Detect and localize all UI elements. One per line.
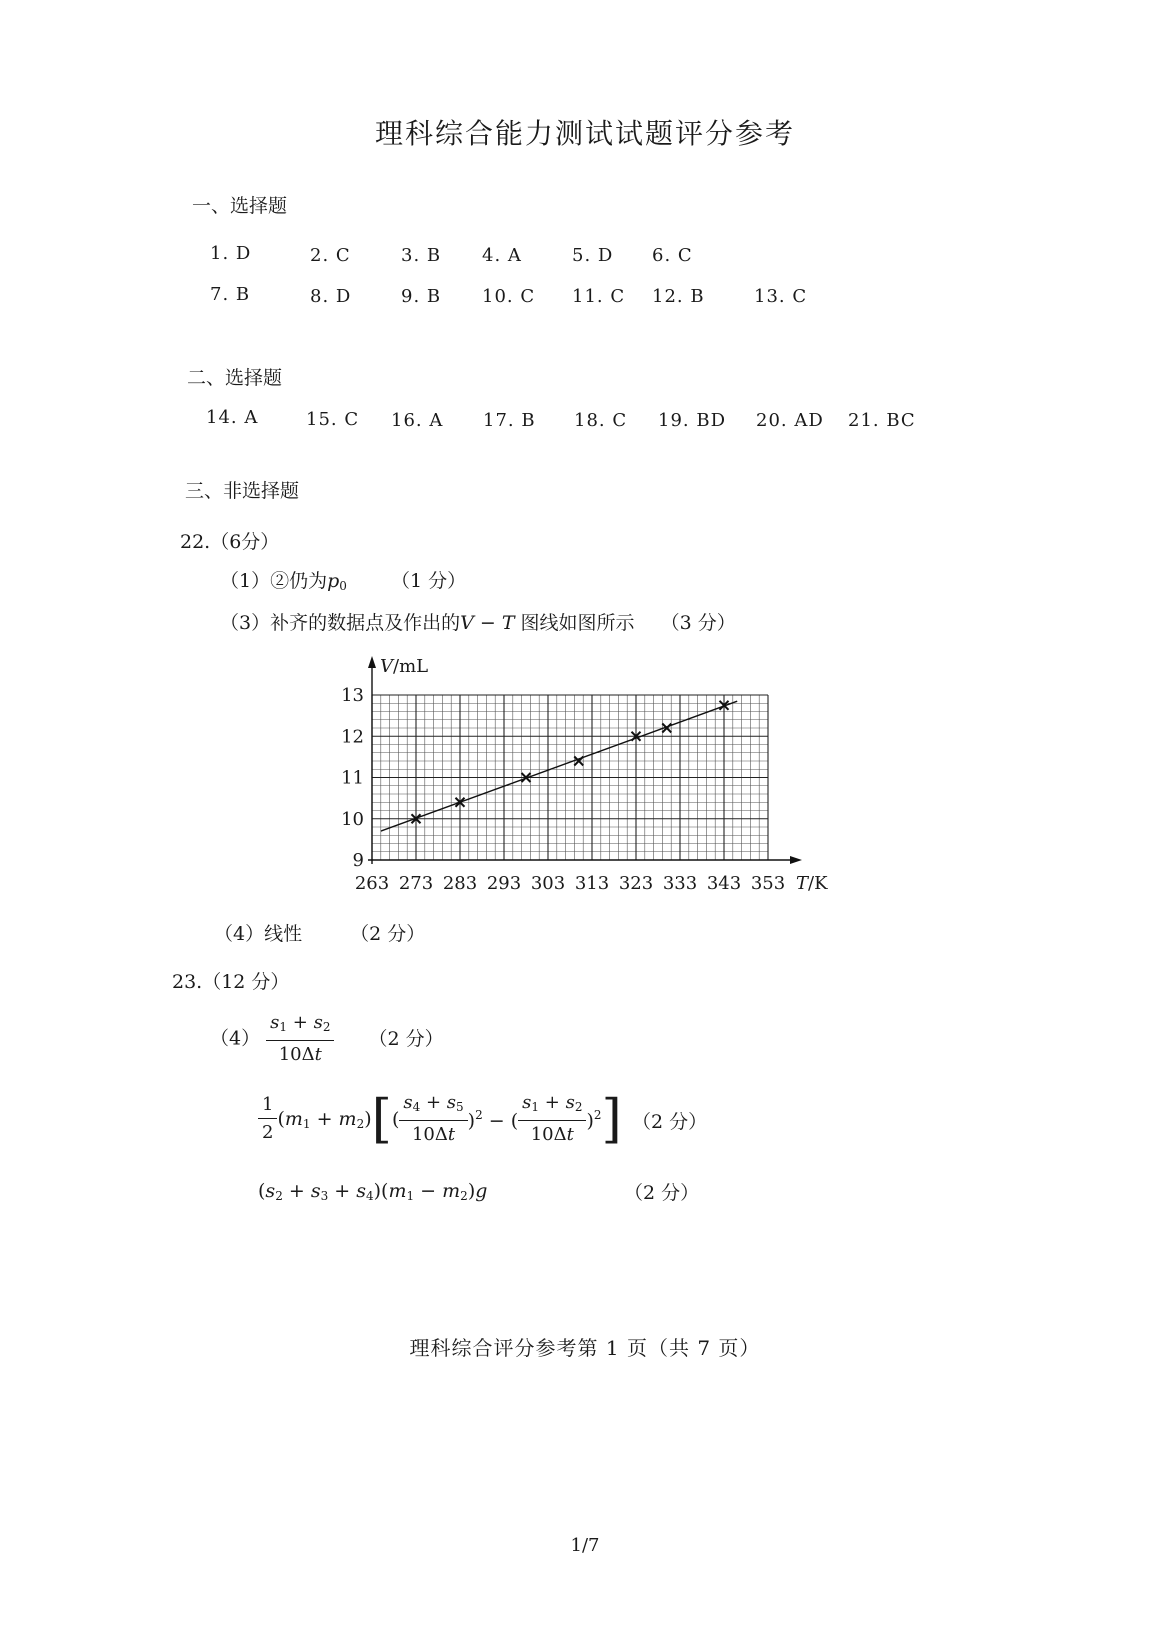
fit-line	[381, 701, 737, 831]
x-tick-label: 263	[354, 873, 390, 894]
x-tick-label: 273	[398, 873, 434, 894]
answer-item: 7. B	[210, 284, 251, 305]
q22-part3-text2: 图线如图所示	[514, 612, 635, 634]
y-tick-label: 11	[341, 767, 364, 789]
section3-heading: 三、非选择题	[185, 480, 300, 502]
x-tick-label: 353	[750, 873, 786, 894]
answer-item: 9. B	[401, 286, 442, 307]
q23-formula-1	[210, 1010, 444, 1069]
q23-score-2: （2 分）	[632, 1111, 708, 1133]
chart-axes	[368, 656, 802, 864]
fraction: $\frac{s_4 + s_5}{10\Delta t}$	[399, 1090, 467, 1149]
q22-part3	[220, 608, 736, 635]
q22-part4	[214, 919, 425, 946]
dash: −	[473, 612, 502, 634]
y-tick-label: 12	[341, 726, 364, 748]
fraction: $\frac{s_1 + s_2}{10\Delta t}$	[518, 1090, 586, 1149]
q22-part3-score: （3 分）	[660, 612, 736, 634]
answer-item: 8. D	[310, 286, 352, 307]
answer-item: 12. B	[652, 286, 705, 307]
q22-part1-text: （1）②仍为	[220, 570, 328, 592]
volume-symbol: V	[460, 612, 474, 634]
x-tick-label: 293	[486, 873, 522, 894]
x-tick-label: 333	[662, 873, 698, 894]
q22-part3-text: （3）补齐的数据点及作出的	[220, 612, 461, 634]
section2-heading: 二、选择题	[187, 367, 283, 389]
chart-fit-line	[381, 701, 737, 831]
x-tick-label: 303	[530, 873, 566, 894]
answer-item: 6. C	[652, 245, 693, 266]
answer-item: 19. BD	[658, 410, 727, 431]
section1-heading: 一、选择题	[192, 195, 288, 217]
answer-item: 14. A	[206, 407, 259, 428]
q23-score-3: （2 分）	[624, 1182, 700, 1204]
answer-item: 20. AD	[756, 410, 824, 431]
answer-item: 3. B	[401, 245, 442, 266]
pressure-symbol: p	[327, 570, 340, 592]
pressure-subscript: 0	[339, 579, 347, 593]
page-footer: 理科综合评分参考第 1 页（共 7 页）	[409, 1336, 761, 1360]
temperature-symbol: T	[501, 612, 515, 634]
page-title: 理科综合能力测试试题评分参考	[374, 117, 795, 150]
answer-item: 15. C	[306, 409, 360, 430]
chart-y-ticks	[341, 685, 364, 871]
q22-part4-score: （2 分）	[350, 923, 426, 945]
q22-part4-text: （4）线性	[214, 923, 303, 945]
q22-label: 22.（6分）	[180, 531, 280, 553]
y-tick-label: 10	[341, 808, 364, 830]
x-tick-label: 283	[442, 873, 478, 894]
chart-x-ticks	[355, 873, 785, 894]
answer-item: 21. BC	[848, 410, 916, 431]
answer-item: 18. C	[574, 410, 628, 431]
x-tick-label: 313	[574, 873, 610, 894]
answer-item: 1. D	[210, 243, 252, 264]
y-tick-label: 9	[352, 850, 364, 871]
x-tick-label: 343	[706, 873, 742, 894]
q22-part1	[220, 566, 466, 593]
x-tick-label: 323	[618, 873, 654, 894]
chart-x-label: T/K	[796, 873, 828, 894]
answer-item: 17. B	[483, 410, 536, 431]
answer-item: 10. C	[482, 286, 536, 307]
y-tick-label: 13	[341, 685, 364, 706]
q23-formula-3: $(s_2 + s_3 + s_4)(m_1 - m_2)g$	[258, 1180, 488, 1203]
chart-y-label: V/mL	[380, 656, 429, 677]
answer-item: 2. C	[310, 245, 351, 266]
answer-item: 4. A	[482, 245, 522, 266]
answer-item: 16. A	[391, 410, 444, 431]
answer-item: 5. D	[572, 245, 614, 266]
x-axis-arrow	[790, 856, 802, 864]
vt-chart	[340, 650, 840, 900]
answer-item: 11. C	[572, 286, 626, 307]
q22-part1-score: （1 分）	[390, 570, 467, 592]
y-axis-arrow	[368, 656, 376, 668]
fraction: $\frac{s_1 + s_2}{10\Delta t}$	[266, 1010, 334, 1069]
q23-part4-label: （4）	[210, 1027, 261, 1050]
q23-formula-2: $\frac{1}{2}$ $(m_1 + m_2)$[( $\frac{s_4 + s_5}{10\Delta t}$ )$^2$ − ( $\frac{s_1 + s_2}{10\Delta t}$ )$^2$]	[258, 1090, 622, 1149]
q23-label: 23.（12 分）	[172, 971, 290, 993]
q23-score-1: （2 分）	[368, 1027, 444, 1050]
answer-item: 13. C	[754, 286, 808, 307]
page-number: 1/7	[570, 1535, 600, 1556]
half-fraction: $\frac{1}{2}$	[258, 1092, 277, 1147]
